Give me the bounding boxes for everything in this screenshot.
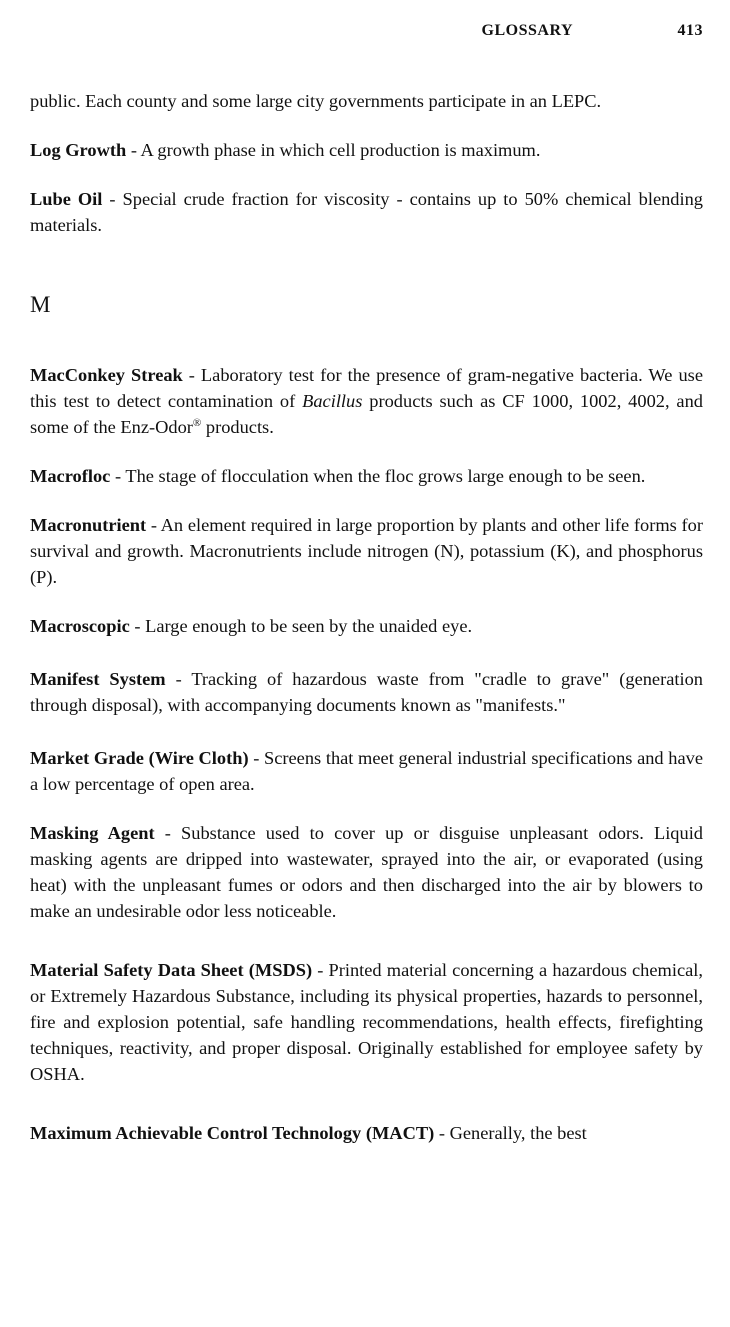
entry-definition: Screens that meet general industrial specifications and have a low percentage of open area. xyxy=(30,748,703,794)
glossary-entry-log-growth xyxy=(30,137,703,163)
entry-definition: A growth phase in which cell production is maximum. xyxy=(140,140,541,160)
entry-separator: - xyxy=(165,669,192,689)
glossary-entry-macronutrient xyxy=(30,512,703,590)
entry-term: Macronutrient xyxy=(30,515,147,535)
glossary-entry-manifest-system xyxy=(30,666,703,718)
glossary-entry-lube-oil xyxy=(30,186,703,238)
entry-definition: Generally, the best xyxy=(449,1123,587,1143)
entry-separator: - xyxy=(434,1123,450,1143)
glossary-entry-market-grade xyxy=(30,745,703,797)
entry-term: Maximum Achievable Control Technology (MACT) xyxy=(30,1123,435,1143)
glossary-entry-mact xyxy=(30,1120,703,1146)
glossary-entry-msds xyxy=(30,957,703,1087)
entry-term: MacConkey Streak xyxy=(30,365,183,385)
glossary-content xyxy=(30,88,703,1169)
entry-term: Log Growth xyxy=(30,140,127,160)
entry-definition-part: Laboratory test for the presence of gram-negative bacteria. We use this test to detect contamination of xyxy=(30,365,703,411)
entry-definition: Substance used to cover up or disguise unpleasant odors. Liquid masking agents are dripped into wastewater, sprayed into the air, or evaporated (using heat) with the unpleasant fumes or odors and then discharged into the air by blowers to make an undesirable odor less noticeable. xyxy=(30,823,703,921)
italic-genus-name: Bacillus xyxy=(302,391,363,411)
entry-separator: - xyxy=(129,616,146,636)
entry-definition: Printed material concerning a hazardous chemical, or Extremely Hazardous Substance, including its physical properties, hazards to personnel, fire and explosion potential, safe handling recommendations, health effects, firefighting techniques, reactivity, and proper disposal. Originally established for employee safety by OSHA. xyxy=(30,960,703,1084)
entry-term: Manifest System xyxy=(30,669,166,689)
entry-definition-part: products such as CF 1000, 1002, 4002, and some of the Enz-Odor xyxy=(30,391,703,437)
section-title: GLOSSARY xyxy=(481,22,573,39)
entry-separator: - xyxy=(110,466,126,486)
entry-separator: - xyxy=(126,140,141,160)
glossary-entry-macroscopic xyxy=(30,613,703,639)
glossary-entry-macrofloc xyxy=(30,463,703,489)
glossary-entry-macconkey-streak xyxy=(30,362,703,440)
page-number: 413 xyxy=(677,22,703,39)
continued-definition: public. Each county and some large city governments participate in an LEPC. xyxy=(30,91,602,111)
entry-definition: Large enough to be seen by the unaided eye. xyxy=(145,616,473,636)
entry-separator: - xyxy=(182,365,201,385)
running-header xyxy=(30,22,703,46)
letter-section-heading: M xyxy=(30,292,51,317)
entry-term: Material Safety Data Sheet (MSDS) xyxy=(30,960,313,980)
entry-term: Masking Agent xyxy=(30,823,155,843)
entry-term: Market Grade (Wire Cloth) xyxy=(30,748,249,768)
entry-separator: - xyxy=(102,189,123,209)
entry-definition: An element required in large proportion by plants and other life forms for survival and growth. Macronutrients include nitrogen (N), potassium (K), and phosphorus (P). xyxy=(30,515,703,587)
entry-term: Macroscopic xyxy=(30,616,130,636)
glossary-entry-masking-agent xyxy=(30,820,703,924)
entry-term: Macrofloc xyxy=(30,466,111,486)
entry-separator: - xyxy=(248,748,264,768)
entry-separator: - xyxy=(312,960,329,980)
registered-mark: ® xyxy=(192,416,202,429)
entry-definition: The stage of flocculation when the floc grows large enough to be seen. xyxy=(125,466,646,486)
entry-separator: - xyxy=(154,823,182,843)
entry-definition-part: products. xyxy=(201,417,274,437)
entry-definition: Special crude fraction for viscosity - contains up to 50% chemical blending materials. xyxy=(30,189,703,235)
entry-definition: Tracking of hazardous waste from "cradle to grave" (generation through disposal), with accompanying documents known as "manifests." xyxy=(30,669,703,715)
entry-separator: - xyxy=(146,515,161,535)
entry-term: Lube Oil xyxy=(30,189,103,209)
